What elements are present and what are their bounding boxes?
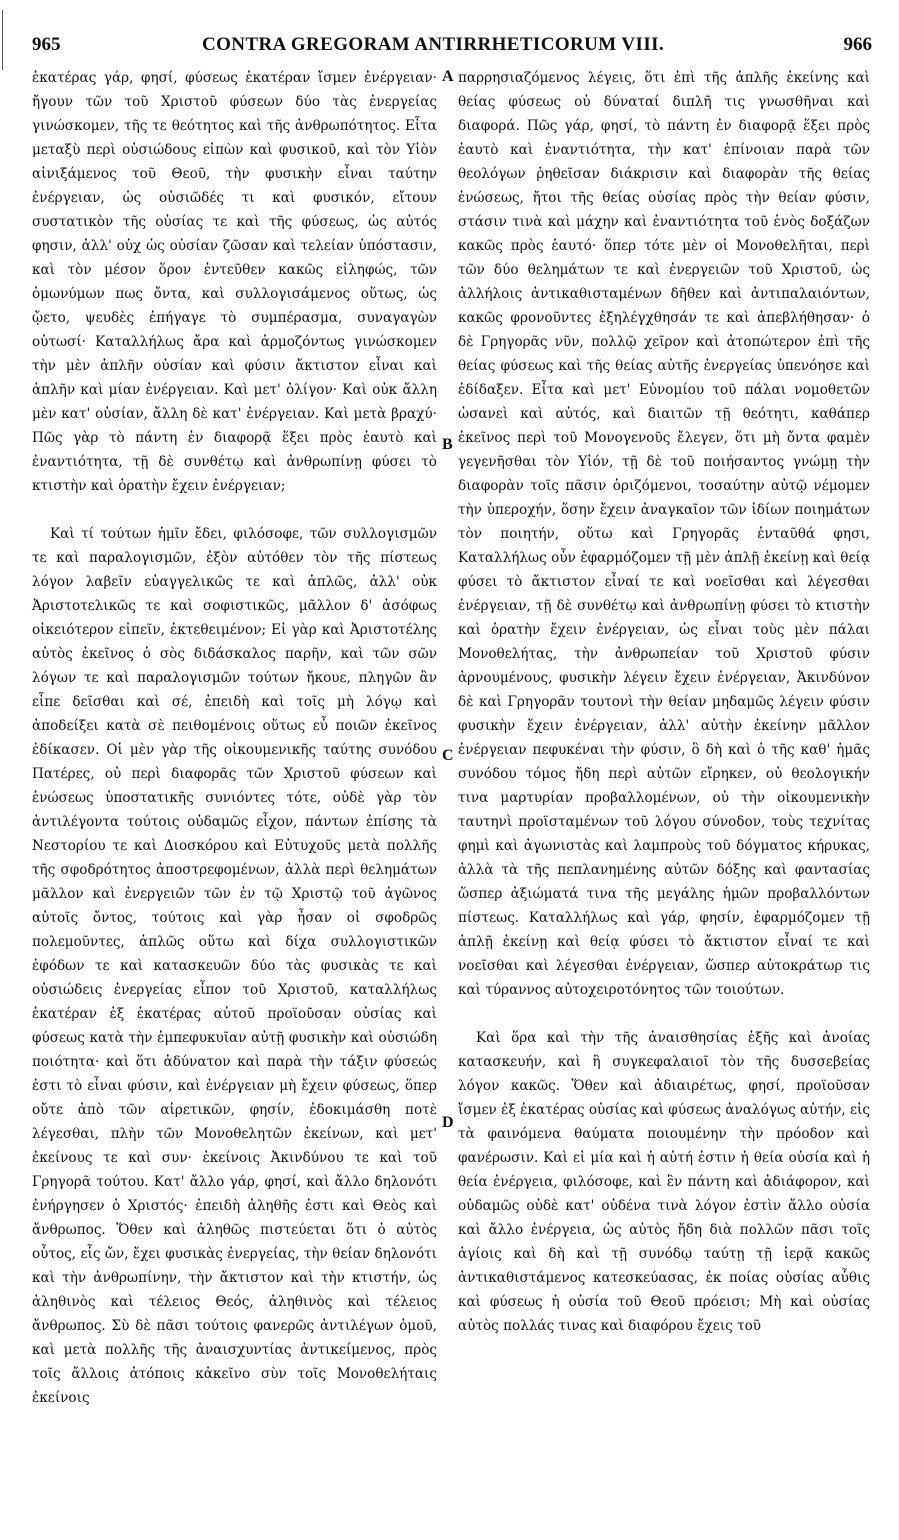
right-paragraph-2: Καὶ ὅρα καὶ τὴν τῆς ἀναισθησίας ἑξῆς καὶ ἀνοίας κατασκευήν, καὶ ἣ συγκεφαλαιοῖ τὸν τῆς δυσσεβείας λόγον κακῶς. Ὅθεν καὶ ἀδιαιρέτως, φησί, προϊοῦσαν ἴσμεν ἐξ ἑκατέρας οὐσίας καὶ φύσεως ἀναλόγως αὐτήν, εἰς τὰ φαινόμενα θαύματα ποιουμένην τὴν πρόοδον καὶ φανέρωσιν. Καὶ εἰ μία καὶ ἡ αὐτή ἐστιν ἡ θεία οὐσία καὶ ἡ θεία ἐνέργεια, φιλόσοφε, καὶ ἓν πάντη καὶ ἀδιάφορον, καὶ οὐδαμῶς οὐδὲ κατ' οὐδένα τινὰ λόγον ἐστὶν ἄλλο οὐσία καὶ ἄλλο ἐνέργεια, ὡς αὐτὸς ἤδη διὰ πολλῶν πᾶσι τοῖς ἁγίοις καὶ δὴ καὶ τῇ συνόδῳ ταύτῃ τῇ ἱερᾷ κακῶς ἀντικαθιστάμενος κατεσκεύασας, ἐκ ποίας οὐσίας αὖθις καὶ φύσεως ἡ οὐσία τοῦ Θεοῦ πρόεισι; Μὴ καὶ οὐσίας αὐτὸς πολλάς τινας καὶ διαφόρου ἔχεις τοῦ: [458, 1030, 871, 1334]
section-marker-b: B: [442, 436, 453, 453]
left-paragraph-2: Καὶ τί τούτων ἡμῖν ἔδει, φιλόσοφε, τῶν συλλογισμῶν τε καὶ παραλογισμῶν, ἐξὸν αὐτόθεν τὸν τῆς πίστεως λόγον λαβεῖν εὐαγγελικῶς τε καὶ ἁπλῶς, ἀλλ' οὐκ Ἀριστοτελικῶς τε καὶ σοφιστικῶς, μᾶλλον δ' ἀσόφως οἰκειότερον εἰπεῖν, ἐκτεθειμένον; Εἰ γὰρ καὶ Ἀριστοτέλης αὐτὸς ἐκεῖνος ὁ σὸς διδάσκαλος παρῆν, καὶ τῶν σῶν λόγων τε καὶ παραλογισμῶν τούτων ἤκουε, πληγῶν ἂν εἶπε δεῖσθαι καὶ σέ, ἐπειδὴ καὶ τοῖς μὴ λόγῳ καὶ ἀποδείξει κατὰ σὲ πειθομένοις οὕτως εὖ ποιῶν ἐκεῖνος ἐδίκασεν. Οἱ μὲν γὰρ τῆς οἰκουμενικῆς ταύτης συνόδου Πατέρες, οὐ περὶ διαφορᾶς τῶν Χριστοῦ φύσεων καὶ ἑνώσεως ὑποστατικῆς συνιόντες τότε, οὐδὲ γὰρ τὸν ἀντιλέγοντα τούτοις οὐδαμῶς εἶχον, πάντων ἐπίσης τὰ Νεστορίου τε καὶ Διοσκόρου καὶ Εὐτυχοῦς μετὰ πολλῆς τῆς σφοδρότητος ἀποστρεφομένων, ἀλλὰ περὶ θελημάτων μᾶλλον καὶ ἐνεργειῶν τῶν ἐν τῷ Χριστῷ τοῦ ἀγῶνος αὐτοῖς ὄντος, τούτοις καὶ γὰρ ἦσαν οἱ σφοδρῶς πολεμοῦντες, ἁπλῶς οὕτω καὶ δίχα συλλογιστικῶν ἐφόδων τε καὶ κατασκευῶν δύο τὰς φυσικὰς τε καὶ οὐσιώδεις ἐνεργείας εἶπον τοῦ Χριστοῦ, καταλλήλως ἑκατέραν ἐξ ἑκατέρας αὐτοῦ προϊοῦσαν οὐσίας καὶ φύσεως κατὰ τὴν ἐμπεφυκυῖαν αὐτῇ φυσικὴν καὶ οὐσιώδη ποιότητα· καὶ ὅτι ἀδύνατον καὶ παρὰ τὴν τάξιν φύσεώς ἐστι τὸ εἶναι φύσιν, καὶ ἐνέργειαν μὴ ἔχειν φύσεως, ὅπερ οὔτε ἀπὸ τῶν αἱρετικῶν, φησίν, ἐδοκιμάσθη ποτὲ λέγεσθαι, πλὴν τῶν Μονοθελητῶν ἐκείνων, καὶ μετ' ἐκείνους τε καὶ συν· ἐκείνοις Ἀκινδύνου τε καὶ τοῦ Γρηγορᾶ τούτου. Κατ' ἄλλο γάρ, φησί, καὶ ἄλλο δηλονότι ἐνήργησεν ὁ Χριστός· ἐπειδὴ ἀληθῆς ἐστι καὶ Θεὸς καὶ ἄνθρωπος. Ὅθεν καὶ ἀληθῶς πιστεύεται ὅτι ὁ αὐτὸς οὗτος, εἷς ὤν, ἔχει φυσικὰς ἐνεργείας, τὴν θείαν δηλονότι καὶ τὴν ἀνθρωπίνην, τὴν ἄκτιστον καὶ τὴν κτιστήν, ὡς ἀληθινὸς καὶ τέλειος Θεός, ἀληθινὸς καὶ τέλειος ἄνθρωπος. Σὺ δὲ πᾶσι τούτοις φανερῶς ἀντιλέγων ὁμοῦ, καὶ μετὰ πολλῆς τῆς ἀναισχυντίας ἀντικείμενος, πρὸς τοῖς ἄλλοις ἀτόποις κἀκεῖνο σὺν τοῖς Μονοθελήταις ἐκείνοις: [32, 526, 437, 1406]
left-edge-rule: [2, 10, 3, 70]
running-header: [32, 34, 872, 62]
right-column: [458, 66, 870, 1338]
right-paragraph-1: παρρησιαζόμενος λέγεις, ὅτι ἐπὶ τῆς ἁπλῆς ἐκείνης καὶ θείας φύσεως οὐ δύναταί διπλῆ τις γνωσθῆναι καὶ διαφορά. Πῶς γάρ, φησί, τὸ πάντη ἐν διαφορᾷ ἕξει πρὸς ἑαυτὸ καὶ ἐναντιότητα, τὴν κατ' ἐπίνοιαν παρὰ τῶν θεολόγων ῥηθεῖσαν διάκρισιν καὶ διαφορὰν τῆς θείας ἑνώσεως, ἤτοι τῆς θείας οὐσίας πρὸς τὴν θείαν φύσιν, στάσιν τινὰ καὶ μάχην καὶ ἐναντιότητα τοῦ ἑνὸς δοξάζων κακῶς πρὸς ἑαυτό· ὅπερ τότε μὲν οἱ Μονοθελῆται, περὶ τῶν δύο θελημάτων τε καὶ ἐνεργειῶν τοῦ Χριστοῦ, ὡς ἀλλήλοις ἀντικαθισταμένων δῆθεν καὶ ἀντιπαλαιόντων, κακῶς φρονοῦντες ἐξηλέγχθησάν τε καὶ ἀπεβλήθησαν· ὁ δὲ Γρηγορᾶς νῦν, πολλῷ χεῖρον καὶ ἀτοπώτερον ἐπὶ τῆς θείας φύσεως καὶ τῆς θείας αὐτῆς ἐνεργείας ὑπενόησε καὶ ἐδίδαξεν. Εἶτα καὶ μετ' Εὐνομίου τοῦ πάλαι νομοθετῶν ὡσανεὶ καὶ αὐτός, καὶ διαιτῶν τῇ θεότητι, καθάπερ ἐκεῖνος περὶ τοῦ Μονογενοῦς ἔλεγεν, ὅτι μὴ ὄντα φαμὲν γεγενῆσθαι τὸν Υἱόν, τῇ δὲ τοῦ ποιήσαντος γνώμῃ τὴν διαφορὰν τοῖς πᾶσιν ὁριζόμενοι, τοσαύτην αὐτῷ νέμομεν τὴν ὑπεροχήν, ὅσην ἔχειν ἀναγκαῖον τῶν ἰδίων ποιημάτων τὸν ποιητήν, οὕτω καὶ Γρηγορᾶς ἐνταῦθά φησι, Καταλλήλως οὖν ἐφαρμόζομεν τῇ μὲν ἁπλῇ ἐκείνῃ καὶ θείᾳ φύσει τὸ ἄκτιστον εἶναί τε καὶ νοεῖσθαι καὶ λέγεσθαι ἐνέργειαν, τῇ δὲ συνθέτῳ καὶ ἀνθρωπίνῃ φύσει τὸ κτιστὴν καὶ ὁρατὴν ἔχειν ἐνέργειαν, ὡς εἶναι τοὺς μὲν πάλαι Μονοθελήτας, τὴν ἀνθρωπείαν τοῦ Χριστοῦ φύσιν ἀρνουμένους, φυσικὴν λέγειν ἔχειν ἐνέργειαν, Ἀκινδύνον δὲ καὶ Γρηγορᾶν τουτονὶ τὴν θείαν μηδαμῶς λέγειν φύσιν φυσικὴν ἔχειν ἐνέργειαν, ἀλλ' αὐτὴν ἐκείνην μᾶλλον ἐνέργειαν πεφυκέναι τὴν φύσιν, ὃ δὴ καὶ ὁ τῆς καθ' ἡμᾶς συνόδου τόμος ἤδη περὶ αὐτῶν εἴρηκεν, οὐ θεολογικήν τινα μαρτυρίαν προβαλλομένων, οὐ τὴν οἰκουμενικὴν ταυτηνὶ προϊσταμένων τοῦ λόγου σύνοδον, τοὺς τεχνίτας φημὶ καὶ ἀγωνιστὰς καὶ λαμπροὺς τοῦ δόγματος κήρυκας, ἀλλὰ τὰ τῆς πεπλανημένης αὐτῶν δόξης καὶ φαντασίας ὥσπερ ἀξιώματά τινα τῆς μεγάλης ἡμῶν προβαλλόντων πίστεως. Καταλλήλως καὶ γάρ, φησίν, ἐφαρμόζομεν τῇ ἁπλῇ ἐκείνῃ καὶ θείᾳ φύσει τὸ ἄκτιστον εἶναί τε καὶ νοεῖσθαι καὶ λέγεσθαι ἐνέργειαν, ὥσπερ αὐτοκράτωρ τις καὶ τύραννος αὐτοχειροτόνητος τῶν τοιούτων.: [458, 70, 870, 998]
section-marker-c: C: [442, 747, 454, 764]
left-column: [32, 66, 437, 1410]
running-title: CONTRA GREGORAM ANTIRRHETICORUM VIII.: [202, 34, 665, 55]
left-paragraph-1: ἑκατέρας γάρ, φησί, φύσεως ἑκατέραν ἴσμεν ἐνέργειαν· ἤγουν τῶν τοῦ Χριστοῦ φύσεων δύο τὰς ἐνεργείας γινώσκομεν, τῆς τε θεότητος καὶ τῆς ἀνθρωπότητος. Εἶτα μεταξὺ περὶ οὐσιώδους εἰπὼν καὶ φυσικοῦ, καὶ τὸν Υἱὸν αἰνιξάμενος τοῦ Θεοῦ, τὴν φυσικὴν εἶναι ταύτην ἐνέργειαν, ὡς οὐσιῶδές τι καὶ φυσικόν, εἴτουν συστατικὸν τῆς οὐσίας τε καὶ τῆς φύσεως, ὡς αὐτός φησιν, ἀλλ' οὐχ ὡς οὐσίαν ζῶσαν καὶ τελείαν ὑπόστασιν, καὶ τὸν μέσον ὅρον ἐντεῦθεν κακῶς εἰληφώς, τῶν ὁμωνύμων πως ὄντα, καὶ συλλογισάμενος οὕτως, ὡς ᾤετο, ψευδὲς ἐπήγαγε τὸ συμπέρασμα, συναγαγὼν οὑτωσί· Καταλλήλως ἄρα καὶ ἁρμοζόντως γινώσκομεν τὴν μὲν ἁπλῆν οὐσίαν καὶ φύσιν ἄκτιστον εἶναι καὶ ἁπλῆν καὶ μίαν ἐνέργειαν. Καὶ μετ' ὀλίγον· Καὶ οὐκ ἄλλη μὲν κατ' οὐσίαν, ἄλλη δὲ κατ' ἐνέργειαν. Καὶ μετὰ βραχύ· Πῶς γὰρ τὸ πάντη ἐν διαφορᾷ ἕξει πρὸς ἑαυτὸ καὶ ἐναντιότητα, τῇ δὲ συνθέτῳ καὶ ἀνθρωπίνῃ φύσει τὸ κτιστὴν καὶ ὁρατὴν ἔχειν ἐνέργειαν;: [32, 70, 437, 494]
section-marker-d: D: [442, 1114, 454, 1131]
page-number-left: 965: [32, 34, 61, 55]
section-marker-a: A: [442, 68, 454, 85]
page-number-right: 966: [843, 34, 872, 55]
